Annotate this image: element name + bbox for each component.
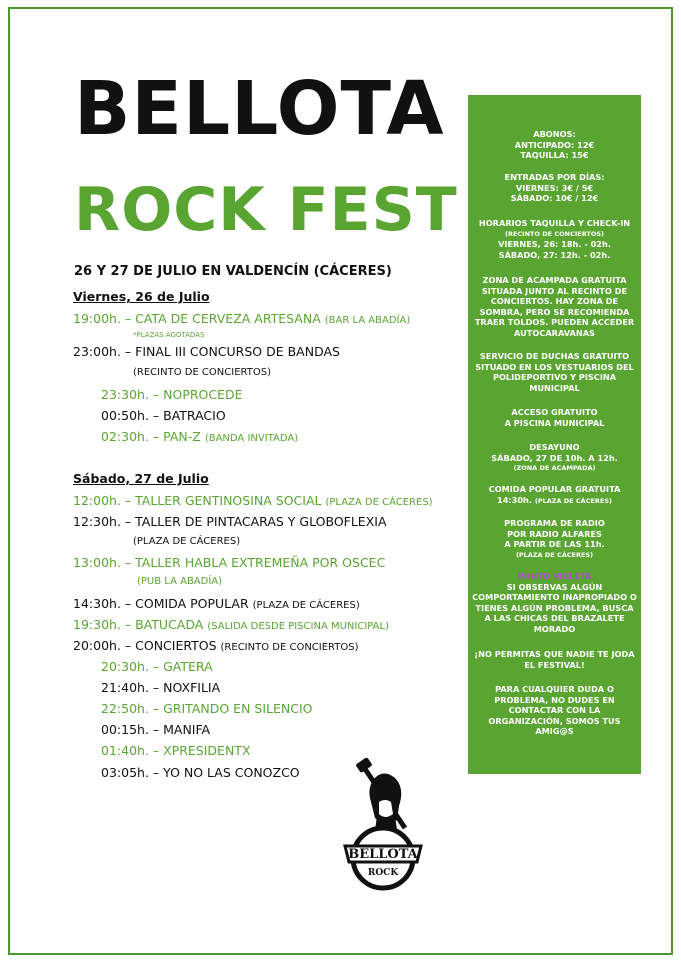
info-comida: COMIDA POPULAR GRATUITA 14:30h. (PLAZA DE CÁCERES) bbox=[488, 484, 621, 505]
schedule-item: 21:40h. – NOXFILIA bbox=[101, 680, 221, 695]
schedule-item: 02:30h. – PAN-Z (BANDA INVITADA) bbox=[101, 429, 299, 444]
schedule-place: (RECINTO DE CONCIERTOS) bbox=[133, 367, 271, 378]
friday-heading: Viernes, 26 de Julio bbox=[73, 289, 210, 304]
schedule-place: (PUB LA ABADÍA) bbox=[137, 576, 223, 587]
logo-text: BELLOTA bbox=[348, 847, 418, 862]
info-desayuno: DESAYUNO SÁBADO, 27 DE 10h. A 12h. (ZONA DE ACAMPADA) bbox=[491, 442, 618, 473]
schedule-item: 00:15h. – MANIFA bbox=[101, 722, 211, 737]
schedule-item: 13:00h. – TALLER HABLA EXTREMEÑA POR OSCEC bbox=[73, 555, 386, 570]
info-piscina: ACCESO GRATUITO A PISCINA MUNICIPAL bbox=[504, 407, 605, 428]
schedule-item: 22:50h. – GRITANDO EN SILENCIO bbox=[101, 701, 313, 716]
schedule-item: 19:00h. – CATA DE CERVEZA ARTESANA (BAR LA ABADÍA) bbox=[73, 311, 411, 326]
info-duchas: SERVICIO DE DUCHAS GRATUITO SITUADO EN LOS VESTUARIOS DEL POLIDEPORTIVO Y PISCINA MUNICIPAL bbox=[475, 351, 634, 393]
info-radio: PROGRAMA DE RADIO POR RADIO ALFARES A PARTIR DE LAS 11h. (PLAZA DE CÁCERES) bbox=[504, 518, 605, 559]
info-horarios: HORARIOS TAQUILLA Y CHECK-IN (RECINTO DE CONCIERTOS) VIERNES, 26: 18h. - 02h. SÁBADO, 27: 12h. - 02h. bbox=[478, 218, 631, 260]
event-dates: 26 Y 27 DE JULIO EN VALDENCÍN (CÁCERES) bbox=[74, 264, 392, 279]
schedule-item: 14:30h. – COMIDA POPULAR (PLAZA DE CÁCERES) bbox=[73, 596, 360, 611]
schedule-place: (PLAZA DE CÁCERES) bbox=[133, 536, 241, 547]
schedule-item: 23:30h. – NOPROCEDE bbox=[101, 387, 243, 402]
title-bellota: BELLOTA bbox=[74, 66, 445, 152]
schedule-item: 12:30h. – TALLER DE PINTACARAS Y GLOBOFLEXIA bbox=[73, 514, 387, 529]
schedule-item: 19:30h. – BATUCADA (SALIDA DESDE PISCINA MUNICIPAL) bbox=[73, 617, 389, 632]
saturday-heading: Sábado, 27 de Julio bbox=[73, 471, 209, 486]
logo-subtext: ROCK bbox=[367, 868, 399, 878]
schedule-note: *PLAZAS AGOTADAS bbox=[133, 331, 205, 339]
info-contacto: PARA CUALQUIER DUDA O PROBLEMA, NO DUDES EN CONTACTAR CON LA ORGANIZACIÓN, SOMOS TUS AMIG@S bbox=[488, 684, 621, 737]
info-no-permitas: ¡NO PERMITAS QUE NADIE TE JODA EL FESTIVAL! bbox=[474, 649, 635, 670]
schedule-item: 00:50h. – BATRACIO bbox=[101, 408, 226, 423]
schedule-item: 20:00h. – CONCIERTOS (RECINTO DE CONCIERTOS) bbox=[73, 638, 359, 653]
title-rock-fest: ROCK FEST bbox=[74, 175, 458, 245]
info-entradas: ENTRADAS POR DÍAS: VIERNES: 3€ / 5€ SÁBADO: 10€ / 12€ bbox=[504, 172, 605, 204]
info-acampada: ZONA DE ACAMPADA GRATUITA SITUADA JUNTO AL RECINTO DE CONCIERTOS. HAY ZONA DE SOMBRA, PERO SE RECOMIENDA TRAER TOLDOS. PUEDEN ACCEDER AUTOCARAVANAS bbox=[474, 275, 635, 338]
schedule-item: 20:30h. – GATERA bbox=[101, 659, 213, 674]
info-panel bbox=[468, 95, 641, 774]
schedule-item: 01:40h. – XPRESIDENTX bbox=[101, 743, 251, 758]
info-abonos: ABONOS: ANTICIPADO: 12€ TAQUILLA: 15€ bbox=[514, 129, 595, 161]
schedule-item: 23:00h. – FINAL III CONCURSO DE BANDAS bbox=[73, 344, 340, 359]
info-punto-violeta: PUNTO VIOLETA SI OBSERVAS ALGÚN COMPORTAMIENTO INAPROPIADO O TIENES ALGÚN PROBLEMA, BUSCA A LAS CHICAS DEL BRAZALETE MORADO bbox=[472, 571, 637, 634]
schedule-item: 12:00h. – TALLER GENTINOSINA SOCIAL (PLAZA DE CÁCERES) bbox=[73, 493, 433, 508]
schedule-item: 03:05h. – YO NO LAS CONOZCO bbox=[101, 765, 300, 780]
bellota-rock-logo bbox=[333, 758, 433, 893]
